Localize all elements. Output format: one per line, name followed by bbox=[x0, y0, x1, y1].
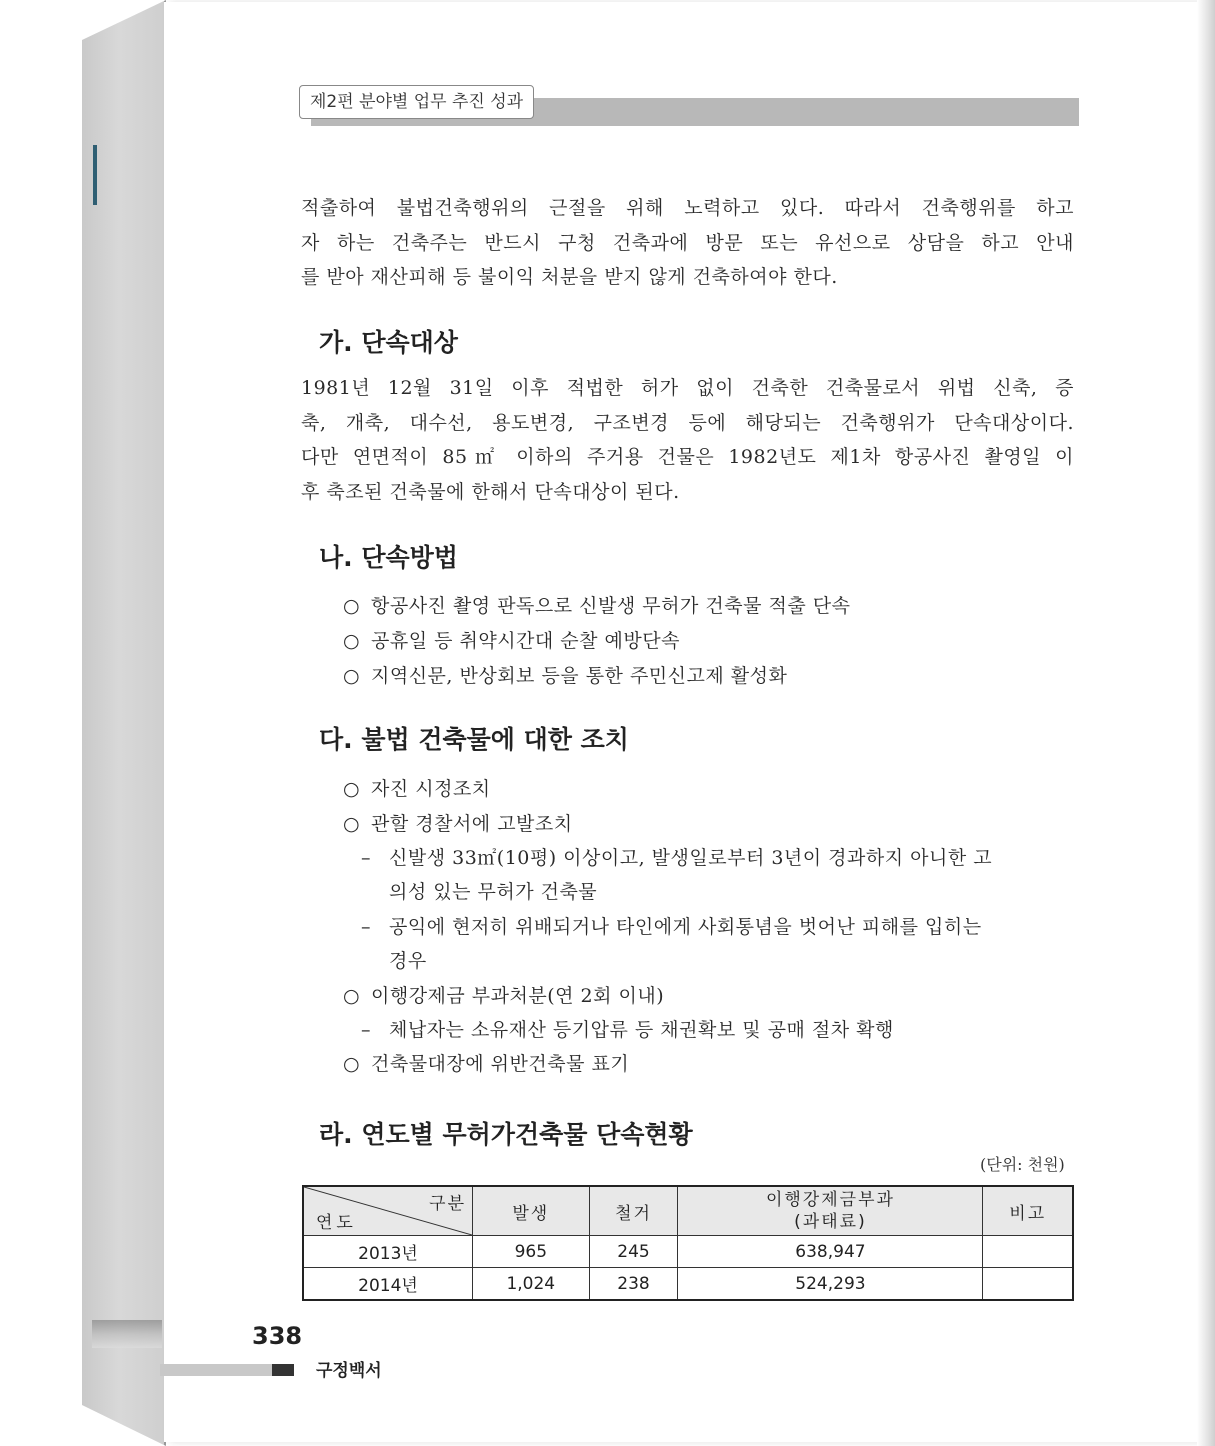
da-bullet bbox=[343, 774, 491, 801]
cell-charge: 638,947 bbox=[678, 1236, 983, 1268]
circle-bullet-icon: ○ bbox=[343, 630, 361, 652]
section-header: 제2편 분야별 업무 추진 성과 bbox=[299, 85, 534, 119]
circle-bullet-icon: ○ bbox=[343, 778, 361, 800]
intro-line: 를 받아 재산피해 등 불이익 처분을 받지 않게 건축하여야 한다. bbox=[301, 266, 838, 288]
da-dash-item bbox=[361, 843, 992, 870]
cell-removed: 245 bbox=[589, 1236, 678, 1268]
dash-text: 공익에 현저히 위배되거나 타인에게 사회통념을 벗어난 피해를 입히는 bbox=[389, 916, 982, 938]
book-title: 구정백서 bbox=[316, 1361, 382, 1381]
ga-paragraph bbox=[301, 371, 1074, 509]
cell-charge: 524,293 bbox=[678, 1268, 983, 1301]
na-bullet bbox=[343, 591, 850, 618]
da-bullet bbox=[343, 1049, 629, 1076]
bullet-text: 지역신문, 반상회보 등을 통한 주민신고제 활성화 bbox=[371, 665, 788, 687]
col-header-note: 비고 bbox=[983, 1186, 1073, 1236]
ga-line: 1981년 12월 31일 이후 적법한 허가 없이 건축한 건축물로서 위법 신축, 증 bbox=[301, 377, 1074, 399]
circle-bullet-icon: ○ bbox=[343, 1053, 361, 1075]
dash-icon: – bbox=[361, 1019, 371, 1041]
intro-paragraph bbox=[301, 191, 1074, 295]
cell-note bbox=[983, 1268, 1073, 1301]
cell-year: 2014년 bbox=[303, 1268, 473, 1301]
corner-bottom-label: 연도 bbox=[316, 1213, 357, 1233]
heading-da: 다. 불법 건축물에 대한 조치 bbox=[319, 725, 629, 754]
circle-bullet-icon: ○ bbox=[343, 813, 361, 835]
book-spine bbox=[82, 0, 166, 1446]
bullet-text: 자진 시정조치 bbox=[371, 778, 491, 800]
spine-bookmark bbox=[93, 145, 97, 205]
da-dash-item bbox=[361, 1015, 894, 1042]
ga-line: 축, 개축, 대수선, 용도변경, 구조변경 등에 해당되는 건축행위가 단속대상이다. bbox=[301, 411, 1074, 434]
col-header-charge bbox=[678, 1186, 983, 1236]
dash-continuation: 의성 있는 무허가 건축물 bbox=[389, 881, 598, 903]
corner-top-label: 구분 bbox=[429, 1194, 466, 1214]
corner-header bbox=[303, 1186, 473, 1236]
da-bullet bbox=[343, 981, 664, 1008]
da-dash-item bbox=[361, 912, 982, 939]
unit-label: (단위: 천원) bbox=[980, 1155, 1065, 1174]
dash-text: 체납자는 소유재산 등기압류 등 채권확보 및 공매 절차 확행 bbox=[389, 1019, 894, 1041]
circle-bullet-icon: ○ bbox=[343, 985, 361, 1007]
dash-icon: – bbox=[361, 916, 371, 938]
cell-occurred: 965 bbox=[473, 1236, 590, 1268]
bullet-text: 관할 경찰서에 고발조치 bbox=[371, 813, 573, 835]
na-bullet bbox=[343, 661, 787, 688]
table-header-row bbox=[303, 1186, 1073, 1236]
cell-occurred: 1,024 bbox=[473, 1268, 590, 1301]
dash-icon: – bbox=[361, 847, 371, 869]
da-bullet bbox=[343, 809, 573, 836]
fine-label: (과태료) bbox=[794, 1212, 867, 1232]
col-header-removed: 철거 bbox=[589, 1186, 678, 1236]
heading-na: 나. 단속방법 bbox=[319, 543, 458, 572]
na-bullet bbox=[343, 626, 680, 653]
charge-label: 이행강제금부과 bbox=[765, 1190, 895, 1210]
bullet-text: 항공사진 촬영 판독으로 신발생 무허가 건축물 적출 단속 bbox=[371, 595, 851, 617]
spine-footer-shade bbox=[92, 1320, 162, 1348]
page-number: 338 bbox=[252, 1322, 303, 1350]
ga-line: 후 축조된 건축물에 한해서 단속대상이 된다. bbox=[301, 480, 680, 503]
heading-ra: 라. 연도별 무허가건축물 단속현황 bbox=[319, 1120, 693, 1149]
dash-text: 신발생 33㎡(10평) 이상이고, 발생일로부터 3년이 경과하지 아니한 고 bbox=[389, 847, 993, 869]
ga-line: 다만 연면적이 85㎡ 이하의 주거용 건물은 1982년도 제1차 항공사진 촬영일 이 bbox=[301, 446, 1074, 468]
cell-note bbox=[983, 1236, 1073, 1268]
cell-year: 2013년 bbox=[303, 1236, 473, 1268]
bullet-text: 공휴일 등 취약시간대 순찰 예방단속 bbox=[371, 630, 680, 652]
bullet-text: 건축물대장에 위반건축물 표기 bbox=[371, 1053, 630, 1075]
intro-line: 적출하여 불법건축행위의 근절을 위해 노력하고 있다. 따라서 건축행위를 하고 bbox=[301, 197, 1074, 219]
bullet-text: 이행강제금 부과처분(연 2회 이내) bbox=[371, 985, 665, 1007]
heading-ga: 가. 단속대상 bbox=[319, 328, 458, 357]
cell-removed: 238 bbox=[589, 1268, 678, 1301]
circle-bullet-icon: ○ bbox=[343, 665, 361, 687]
intro-line: 자 하는 건축주는 반드시 구청 건축과에 방문 또는 유선으로 상담을 하고 안내 bbox=[301, 231, 1074, 254]
table-row bbox=[303, 1268, 1073, 1301]
footer-bar bbox=[160, 1364, 272, 1376]
circle-bullet-icon: ○ bbox=[343, 595, 361, 617]
dash-continuation: 경우 bbox=[389, 950, 427, 972]
page-edge-shadow bbox=[1197, 0, 1215, 1446]
footer-bar-accent bbox=[272, 1364, 294, 1376]
table-row bbox=[303, 1236, 1073, 1268]
col-header-occurred: 발생 bbox=[473, 1186, 590, 1236]
enforcement-table bbox=[302, 1185, 1074, 1301]
